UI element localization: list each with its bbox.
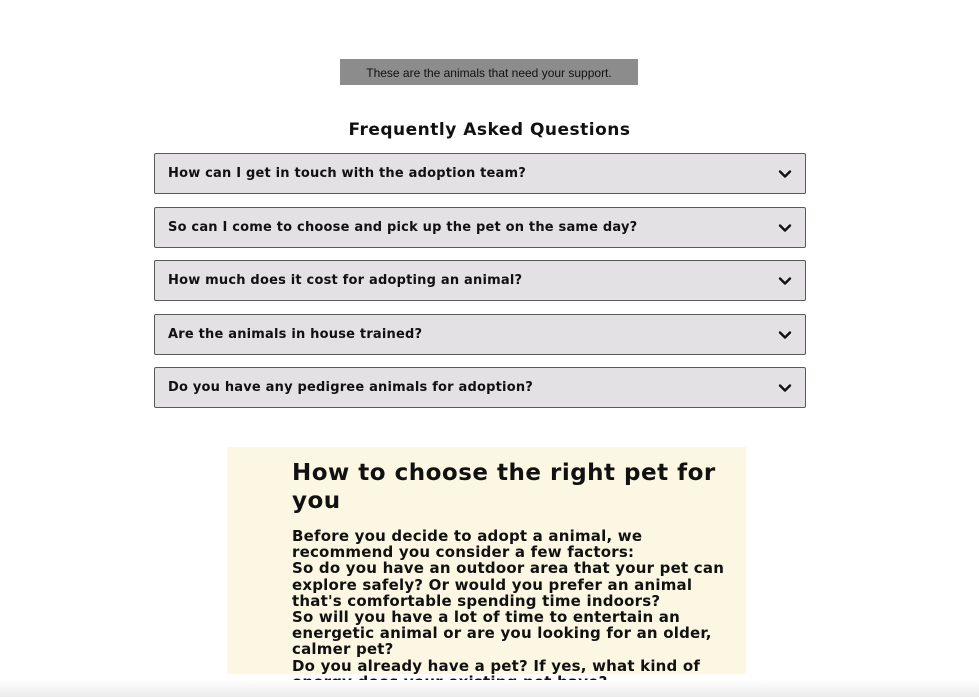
chevron-down-icon[interactable] [778,167,792,181]
faq-question: How much does it cost for adopting an animal? [168,273,523,288]
chevron-down-icon[interactable] [778,221,792,235]
pet-guide-section [227,447,746,674]
bottom-edge [0,680,979,697]
faq-question: How can I get in touch with the adoption team? [168,166,527,181]
animals-banner [340,59,638,85]
faq-title: Frequently Asked Questions [348,120,631,140]
guide-paragraph: Do you already have a pet? If yes, what kind of [292,656,701,675]
faq-question: So can I come to choose and pick up the pet on the same day? [168,219,638,235]
chevron-down-icon[interactable] [778,381,792,395]
faq-question: Are the animals in house trained? [168,326,423,342]
chevron-down-icon[interactable] [778,274,792,288]
faq-item-adoption-cost[interactable] [154,260,806,301]
faq-question: Do you have any pedigree animals for adoption? [168,380,534,395]
guide-paragraph: So do you have an outdoor area that your pet can explore safely? Or would you prefer an animal that's comfortable spending time indoors? [292,559,725,610]
guide-body [292,528,726,690]
faq-item-same-day-pickup[interactable] [154,207,806,248]
faq-item-house-trained[interactable] [154,314,806,355]
guide-paragraph: Before you decide to adopt a animal, we recommend you consider a few factors: [292,527,643,562]
faq-item-adoption-team[interactable] [154,153,806,194]
faq-list [154,153,806,421]
faq-item-pedigree[interactable] [154,367,806,408]
chevron-down-icon[interactable] [778,328,792,342]
guide-paragraph: So will you have a lot of time to entertain an energetic animal or are you looking for an older, calmer pet? [292,608,712,659]
banner-text: These are the animals that need your support. [366,66,612,80]
guide-title: How to choose the right pet for you [292,460,716,514]
